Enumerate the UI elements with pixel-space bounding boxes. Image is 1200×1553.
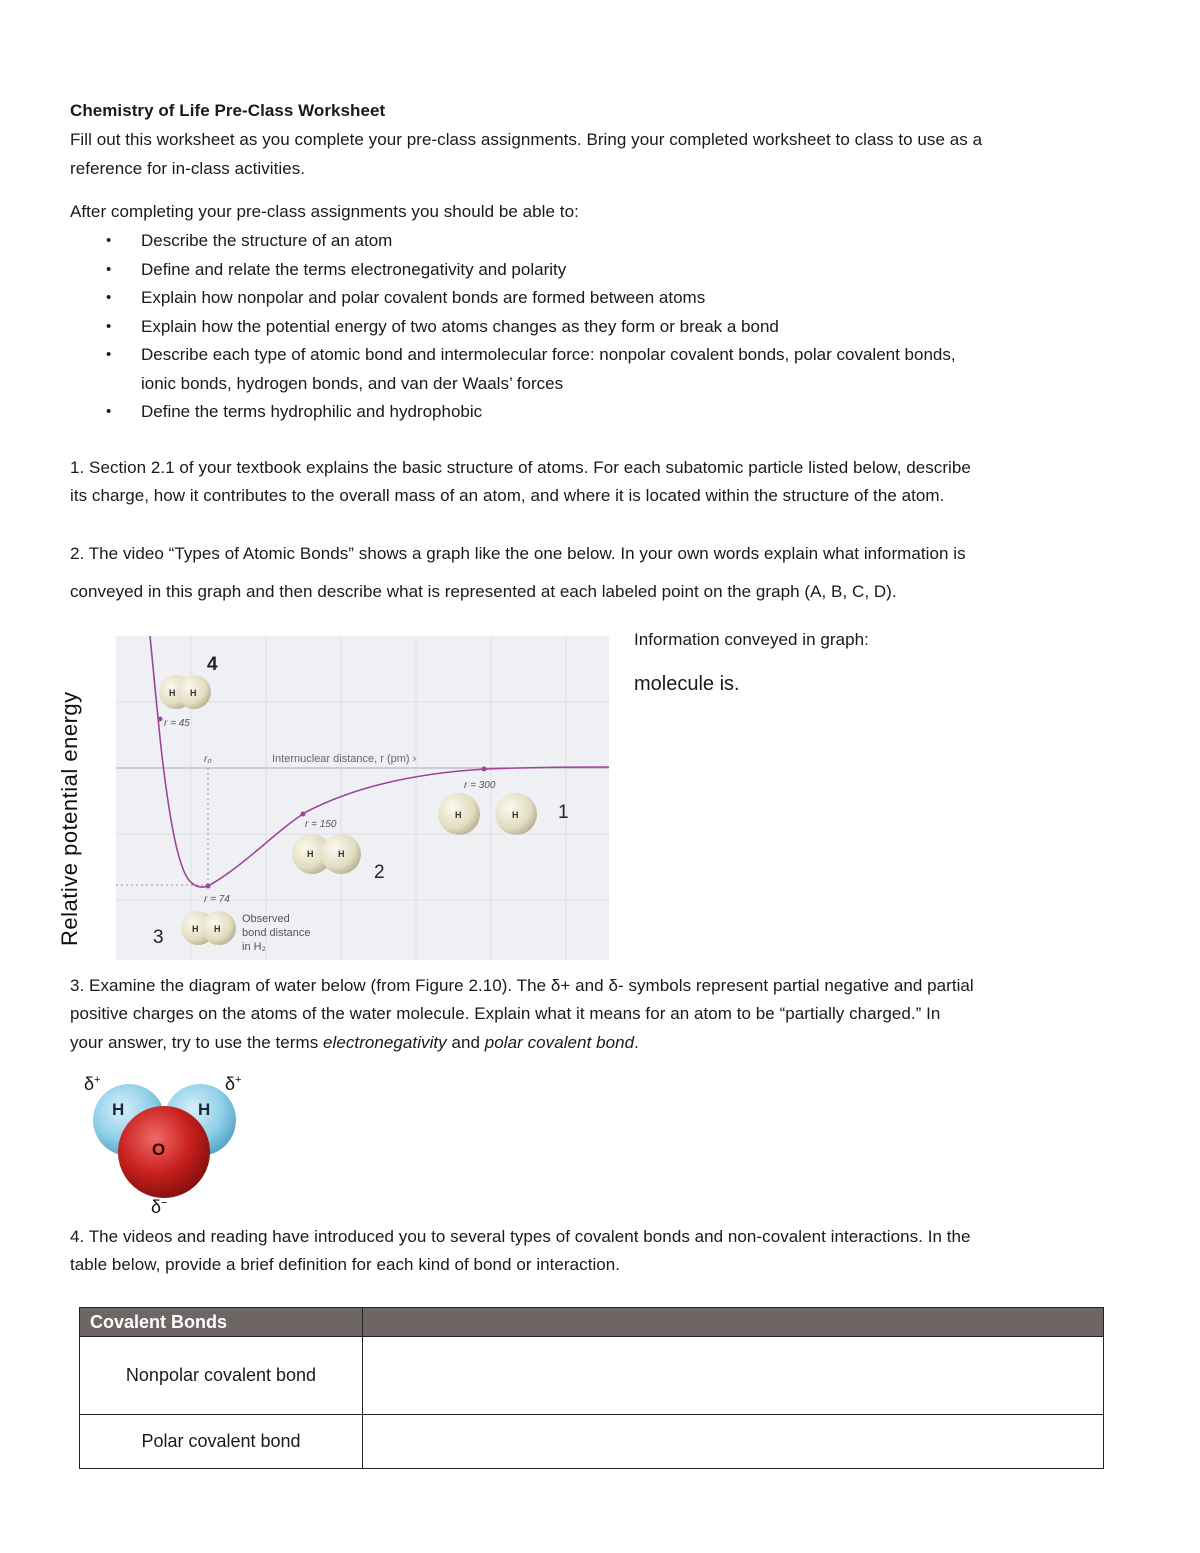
svg-text:H: H xyxy=(338,849,345,859)
observed-note-3: in H₂ xyxy=(242,941,266,953)
svg-text:H: H xyxy=(192,924,199,934)
answer-text[interactable]: molecule is. xyxy=(634,673,740,695)
bullet-icon: • xyxy=(106,317,112,335)
svg-text:H: H xyxy=(169,688,176,698)
graph-x-axis-label: Internuclear distance, r (pm) › xyxy=(272,753,417,765)
bullet-icon: • xyxy=(106,232,112,249)
bullet-icon: • xyxy=(106,260,112,278)
table-header-row xyxy=(80,1308,1104,1337)
delta-minus: δ− xyxy=(151,1197,168,1217)
intro-text-line1: Fill out this worksheet as you complete your pre-class assignments. Bring your completed worksheet to class to use as a xyxy=(70,130,983,149)
svg-text:H: H xyxy=(190,688,197,698)
potential-energy-graph xyxy=(116,636,609,960)
r0-label: r₀ xyxy=(204,754,212,765)
objective-item: • Explain how the potential energy of two atoms changes as they form or break a bond xyxy=(70,313,1130,342)
tag-r74: r = 74 xyxy=(204,894,230,905)
delta-plus-left: δ+ xyxy=(84,1074,101,1094)
graph-y-axis-label: Relative potential energy xyxy=(57,691,82,946)
table-header-covalent-bonds: Covalent Bonds xyxy=(80,1308,363,1337)
svg-text:H: H xyxy=(214,924,221,934)
answer-label: Information conveyed in graph: xyxy=(634,630,869,649)
bond-definitions-table xyxy=(79,1307,1104,1469)
svg-text:H: H xyxy=(512,810,519,820)
page-title: Chemistry of Life Pre-Class Worksheet xyxy=(70,101,386,120)
question-3-line1: 3. Examine the diagram of water below (from Figure 2.10). The δ+ and δ- symbols represent partial negative and partial xyxy=(70,976,974,995)
question-1-line2: its charge, how it contributes to the overall mass of an atom, and where it is located within the structure of the atom. xyxy=(70,486,945,505)
question-2-line1: 2. The video “Types of Atomic Bonds” shows a graph like the one below. In your own words explain what information is xyxy=(70,544,966,563)
h2-molecule-point-4 xyxy=(159,675,211,709)
svg-text:H: H xyxy=(307,849,314,859)
point-2-label: 2 xyxy=(374,862,385,883)
objective-item: • Explain how nonpolar and polar covalent bonds are formed between atoms xyxy=(70,284,1130,313)
question-4-line1: 4. The videos and reading have introduced you to several types of covalent bonds and non-covalent interactions. In the xyxy=(70,1227,971,1246)
objective-item: • Describe each type of atomic bond and intermolecular force: nonpolar covalent bonds, polar covalent bonds, xyxy=(70,341,1130,370)
objective-item-continued: ionic bonds, hydrogen bonds, and van der Waals’ forces xyxy=(141,373,564,393)
term-electronegativity: electronegativity xyxy=(323,1033,447,1052)
graph-svg xyxy=(116,636,609,960)
h2-molecule-point-2 xyxy=(292,834,361,874)
tag-r45: r = 45 xyxy=(164,718,190,729)
tag-r300: r = 300 xyxy=(464,780,496,791)
point-2-marker xyxy=(301,812,306,817)
term-polar-covalent-bond: polar covalent bond xyxy=(484,1033,635,1052)
objective-item: • Define and relate the terms electronegativity and polarity xyxy=(70,256,1130,285)
point-4-label: 4 xyxy=(207,654,218,675)
point-1-label: 1 xyxy=(558,802,569,823)
question-3-line3: your answer, try to use the terms electronegativity and polar covalent bond. xyxy=(70,1033,639,1052)
question-2-line2: conveyed in this graph and then describe what is represented at each labeled point on the graph (A, B, C, D). xyxy=(70,582,897,601)
table-row xyxy=(80,1415,1104,1469)
h2-molecule-point-1 xyxy=(438,793,537,835)
question-1-line1: 1. Section 2.1 of your textbook explains the basic structure of atoms. For each subatomic particle listed below, describe xyxy=(70,458,971,477)
h2-molecule-point-3 xyxy=(181,911,236,945)
objective-item: • Define the terms hydrophilic and hydrophobic xyxy=(70,398,1130,427)
water-molecule-diagram xyxy=(76,1070,266,1220)
table-row xyxy=(80,1337,1104,1415)
h-left-label: H xyxy=(112,1100,125,1119)
water-svg xyxy=(76,1070,266,1220)
table-header-definition xyxy=(363,1308,1104,1337)
point-1-marker xyxy=(482,767,487,772)
observed-note-2: bond distance xyxy=(242,927,311,939)
point-3-label: 3 xyxy=(153,927,164,948)
objectives-lead: After completing your pre-class assignments you should be able to: xyxy=(70,202,579,221)
h-right-label: H xyxy=(198,1100,211,1119)
o-label: O xyxy=(152,1140,166,1159)
objective-item: • Describe the structure of an atom xyxy=(70,227,1130,256)
point-4-marker xyxy=(158,717,163,722)
bullet-icon: • xyxy=(106,346,112,363)
observed-note-1: Observed xyxy=(242,913,290,925)
delta-plus-right: δ+ xyxy=(225,1074,242,1094)
bullet-icon: • xyxy=(106,289,112,306)
question-4-line2: table below, provide a brief definition for each kind of bond or interaction. xyxy=(70,1255,621,1274)
table-cell-bond-type: Nonpolar covalent bond xyxy=(80,1337,363,1415)
point-3-marker xyxy=(206,884,211,889)
table-cell-bond-type: Polar covalent bond xyxy=(80,1415,363,1469)
objectives-list xyxy=(70,227,1130,427)
table-cell-definition[interactable] xyxy=(363,1415,1104,1469)
intro-text-line2: reference for in-class activities. xyxy=(70,159,306,178)
tag-r150: r = 150 xyxy=(305,819,337,830)
svg-text:H: H xyxy=(455,810,462,820)
question-3-line2: positive charges on the atoms of the water molecule. Explain what it means for an atom to be “partially charged.” In xyxy=(70,1004,941,1023)
table-cell-definition[interactable] xyxy=(363,1337,1104,1415)
bullet-icon: • xyxy=(106,403,112,420)
